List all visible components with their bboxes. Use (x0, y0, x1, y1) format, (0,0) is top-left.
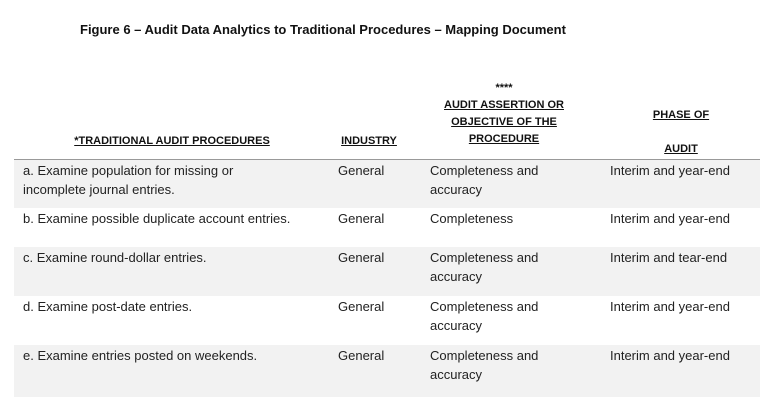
procedure-line1: d. Examine post-date entries. (23, 299, 193, 314)
phase-cell: Interim and year-end (610, 299, 730, 314)
table-row (14, 208, 760, 247)
industry-cell: General (338, 250, 385, 265)
procedure-line2: incomplete journal entries. (23, 182, 175, 197)
assertion-line2: accuracy (430, 367, 483, 382)
header-industry-label: INDUSTRY (341, 135, 397, 147)
procedure-cell (23, 248, 323, 267)
procedure-line1: e. Examine entries posted on weekends. (23, 348, 258, 363)
procedure-cell (23, 346, 323, 365)
header-procedures (52, 133, 292, 150)
procedure-line1: a. Examine population for missing or (23, 163, 234, 178)
header-assertion-line1: AUDIT ASSERTION OR (444, 99, 564, 111)
header-procedures-label: *TRADITIONAL AUDIT PROCEDURES (74, 135, 270, 147)
industry-cell: General (338, 211, 385, 226)
assertion-cell (430, 248, 580, 286)
assertion-line2: accuracy (430, 182, 483, 197)
phase-cell: Interim and tear-end (610, 250, 728, 265)
table-header (14, 80, 760, 160)
procedure-cell (23, 297, 323, 316)
table-row (14, 296, 760, 345)
assertion-line1: Completeness and (430, 250, 539, 265)
assertion-cell (430, 209, 580, 228)
assertion-cell (430, 297, 580, 335)
header-phase (608, 107, 754, 158)
assertion-line1: Completeness and (430, 299, 539, 314)
industry-cell: General (338, 348, 385, 363)
industry-cell: General (338, 299, 385, 314)
phase-cell: Interim and year-end (610, 348, 730, 363)
figure-title: Figure 6 – Audit Data Analytics to Traditional Procedures – Mapping Document (80, 22, 566, 37)
header-phase-line2: AUDIT (664, 143, 698, 155)
header-assertion-line3: PROCEDURE (468, 133, 540, 145)
assertion-cell (430, 346, 580, 384)
procedure-cell (23, 209, 323, 228)
header-phase-line1: PHASE OF (652, 109, 710, 121)
industry-cell: General (338, 163, 385, 178)
assertion-cell (430, 161, 580, 199)
header-assertion (424, 80, 584, 148)
assertion-line1: Completeness (430, 211, 514, 226)
phase-cell: Interim and year-end (610, 211, 730, 226)
assertion-line2: accuracy (430, 269, 483, 284)
header-assertion-marker: **** (495, 82, 513, 94)
table-row (14, 247, 760, 296)
procedure-line1: b. Examine possible duplicate account entries. (23, 211, 291, 226)
assertion-line1: Completeness and (430, 348, 539, 363)
assertion-line1: Completeness and (430, 163, 539, 178)
header-assertion-line2: OBJECTIVE OF THE (451, 116, 557, 128)
table-row (14, 345, 760, 397)
procedure-cell (23, 161, 323, 199)
phase-cell: Interim and year-end (610, 163, 730, 178)
assertion-line2: accuracy (430, 318, 483, 333)
table-body (14, 160, 760, 397)
table-row (14, 160, 760, 208)
procedure-line1: c. Examine round-dollar entries. (23, 250, 207, 265)
header-industry (332, 133, 406, 150)
